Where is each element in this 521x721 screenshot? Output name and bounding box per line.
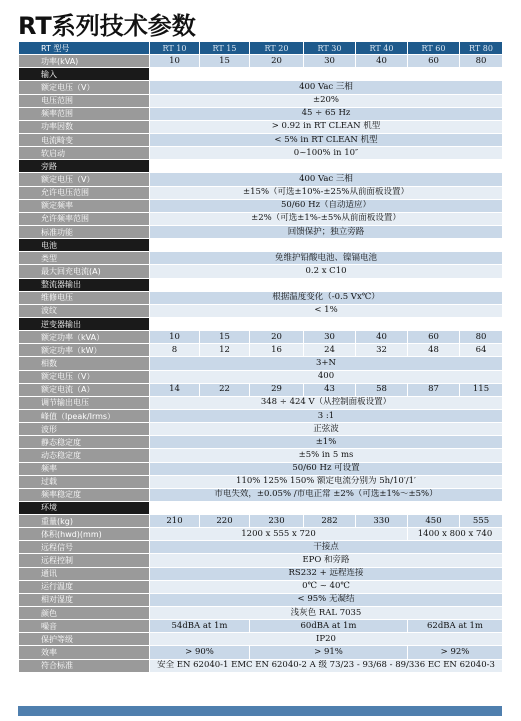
cell-value: IP20 — [150, 633, 503, 646]
cell-value: 87 — [408, 383, 460, 396]
table-row — [19, 199, 503, 212]
row-label: 软启动 — [19, 147, 150, 160]
table-row — [19, 423, 503, 436]
table-row — [19, 541, 503, 554]
row-label: 最大回充电流(A) — [19, 265, 150, 278]
cell-value: 48 — [408, 344, 460, 357]
cell-value: 50/60 Hz（自动适应） — [150, 199, 503, 212]
cell-value: 免维护铅酸电池、镍镉电池 — [150, 252, 503, 265]
table-row — [19, 173, 503, 186]
table-row — [19, 55, 503, 68]
table-row — [19, 528, 503, 541]
model-header: RT 10 — [150, 42, 200, 55]
cell-value: 62dBA at 1m — [408, 620, 503, 633]
cell-value: 40 — [356, 55, 408, 68]
cell-value: 54dBA at 1m — [150, 620, 250, 633]
cell-value: 干接点 — [150, 541, 503, 554]
table-row — [19, 383, 503, 396]
table-row — [19, 567, 503, 580]
cell-value: 348 ÷ 424 V（从控制面板设置） — [150, 396, 503, 409]
cell-value: 1400 x 800 x 740 — [408, 528, 503, 541]
row-label: 频率 — [19, 462, 150, 475]
table-row — [19, 133, 503, 146]
table-row — [19, 225, 503, 238]
cell-value: 330 — [356, 515, 408, 528]
cell-value: 3+N — [150, 357, 503, 370]
row-label: 重量(kg) — [19, 515, 150, 528]
cell-value: 20 — [250, 55, 304, 68]
section-title: 旁路 — [19, 160, 150, 173]
cell-value: 64 — [460, 344, 503, 357]
table-row — [19, 515, 503, 528]
cell-value: 0℃ ~ 40℃ — [150, 580, 503, 593]
cell-value: RS232 + 远程连接 — [150, 567, 503, 580]
cell-value: 浅灰色 RAL 7035 — [150, 607, 503, 620]
section-title: 环境 — [19, 501, 150, 514]
row-label: 额定功率（kVA） — [19, 331, 150, 344]
row-label: 保护等级 — [19, 633, 150, 646]
cell-value: 80 — [460, 331, 503, 344]
row-label: 类型 — [19, 252, 150, 265]
section-title: 整流器输出 — [19, 278, 150, 291]
table-row — [19, 554, 503, 567]
section-fill — [150, 317, 503, 330]
section-fill — [150, 278, 503, 291]
table-row — [19, 147, 503, 160]
cell-value: > 90% — [150, 646, 250, 659]
cell-value: 20 — [250, 331, 304, 344]
section-row-input — [19, 68, 503, 81]
section-row-environment — [19, 501, 503, 514]
row-label: 标准功能 — [19, 225, 150, 238]
cell-value: ±2%（可选±1%-±5%从前面板设置） — [150, 212, 503, 225]
table-row — [19, 633, 503, 646]
table-header-row — [19, 42, 503, 55]
row-label: 波形 — [19, 423, 150, 436]
cell-value: 16 — [250, 344, 304, 357]
cell-value: 450 — [408, 515, 460, 528]
table-row — [19, 265, 503, 278]
section-fill — [150, 501, 503, 514]
cell-value: 回馈保护；独立旁路 — [150, 225, 503, 238]
row-label: 额定电流（A） — [19, 383, 150, 396]
table-row — [19, 620, 503, 633]
table-row — [19, 94, 503, 107]
row-label: 符合标准 — [19, 659, 150, 672]
cell-value: < 1% — [150, 304, 503, 317]
cell-value: 400 — [150, 370, 503, 383]
table-row — [19, 212, 503, 225]
table-row — [19, 81, 503, 94]
footer-bar — [18, 706, 502, 716]
cell-value: ±5% in 5 ms — [150, 449, 503, 462]
cell-value: 230 — [250, 515, 304, 528]
row-label: 相对湿度 — [19, 593, 150, 606]
row-label: 功率因数 — [19, 120, 150, 133]
table-row — [19, 331, 503, 344]
row-label: 过载 — [19, 475, 150, 488]
cell-value: 45 ÷ 65 Hz — [150, 107, 503, 120]
section-row-bypass — [19, 160, 503, 173]
row-label: 允许电压范围 — [19, 186, 150, 199]
cell-value: 50/60 Hz 可设置 — [150, 462, 503, 475]
section-row-battery — [19, 239, 503, 252]
cell-value: 32 — [356, 344, 408, 357]
cell-value: 58 — [356, 383, 408, 396]
row-label: 远程控制 — [19, 554, 150, 567]
row-label: 噪音 — [19, 620, 150, 633]
row-label: 额定电压（V） — [19, 173, 150, 186]
table-row — [19, 291, 503, 304]
cell-value: ±1% — [150, 436, 503, 449]
cell-value: 12 — [200, 344, 250, 357]
table-row — [19, 304, 503, 317]
model-header: RT 80 — [460, 42, 503, 55]
cell-value: 110% 125% 150% 额定电流分别为 5h/10′/1′ — [150, 475, 503, 488]
cell-value: 555 — [460, 515, 503, 528]
model-header: RT 30 — [304, 42, 356, 55]
table-row — [19, 659, 503, 672]
cell-value: 正弦波 — [150, 423, 503, 436]
cell-value: 210 — [150, 515, 200, 528]
cell-value: 0~100% in 10″ — [150, 147, 503, 160]
cell-value: 市电失效，±0.05% /市电正常 ±2%（可选±1%～±5%） — [150, 488, 503, 501]
cell-value: 30 — [304, 331, 356, 344]
row-label: 频率稳定度 — [19, 488, 150, 501]
section-title: 电池 — [19, 239, 150, 252]
cell-value: 22 — [200, 383, 250, 396]
cell-value: 1200 x 555 x 720 — [150, 528, 408, 541]
row-label: 电流畸变 — [19, 133, 150, 146]
row-label: 额定电压（V） — [19, 370, 150, 383]
table-row — [19, 593, 503, 606]
cell-value: EPO 和旁路 — [150, 554, 503, 567]
model-header: RT 40 — [356, 42, 408, 55]
cell-value: > 0.92 in RT CLEAN 机型 — [150, 120, 503, 133]
page-title: RT系列技术参数 — [18, 12, 196, 40]
cell-value: 0.2 x C10 — [150, 265, 503, 278]
cell-value: 10 — [150, 55, 200, 68]
cell-value: 60 — [408, 331, 460, 344]
row-label: 远程信号 — [19, 541, 150, 554]
header-label: RT 型号 — [19, 42, 150, 55]
section-row-rectifier — [19, 278, 503, 291]
model-header: RT 60 — [408, 42, 460, 55]
row-label: 功率(kVA) — [19, 55, 150, 68]
row-label: 效率 — [19, 646, 150, 659]
cell-value: > 92% — [408, 646, 503, 659]
table-row — [19, 107, 503, 120]
row-label: 动态稳定度 — [19, 449, 150, 462]
section-title: 输入 — [19, 68, 150, 81]
cell-value: 115 — [460, 383, 503, 396]
cell-value: 安全 EN 62040-1 EMC EN 62040-2 A 级 73/23 - 93/68 - 89/336 EC EN 62040-3 — [150, 659, 503, 672]
cell-value: 80 — [460, 55, 503, 68]
row-label: 运行温度 — [19, 580, 150, 593]
cell-value: 40 — [356, 331, 408, 344]
row-label: 额定频率 — [19, 199, 150, 212]
cell-value: 29 — [250, 383, 304, 396]
row-label: 相数 — [19, 357, 150, 370]
row-label: 电压范围 — [19, 94, 150, 107]
table-row — [19, 462, 503, 475]
section-fill — [150, 68, 503, 81]
cell-value: 15 — [200, 55, 250, 68]
cell-value: 14 — [150, 383, 200, 396]
row-label: 允许频率范围 — [19, 212, 150, 225]
cell-value: > 91% — [250, 646, 408, 659]
table-row — [19, 580, 503, 593]
row-label: 通讯 — [19, 567, 150, 580]
table-row — [19, 120, 503, 133]
row-label: 峰值（Ipeak/Irms） — [19, 409, 150, 422]
cell-value: 24 — [304, 344, 356, 357]
section-fill — [150, 160, 503, 173]
cell-value: 10 — [150, 331, 200, 344]
cell-value: < 95% 无凝结 — [150, 593, 503, 606]
table-row — [19, 252, 503, 265]
section-row-inverter — [19, 317, 503, 330]
row-label: 颜色 — [19, 607, 150, 620]
table-row — [19, 646, 503, 659]
cell-value: 3 :1 — [150, 409, 503, 422]
cell-value: 15 — [200, 331, 250, 344]
model-header: RT 15 — [200, 42, 250, 55]
cell-value: ±15%（可选±10%-±25%从前面板设置） — [150, 186, 503, 199]
row-label: 调节输出电压 — [19, 396, 150, 409]
spec-table — [18, 41, 503, 673]
row-label: 维修电压 — [19, 291, 150, 304]
table-row — [19, 370, 503, 383]
table-row — [19, 488, 503, 501]
cell-value: 8 — [150, 344, 200, 357]
cell-value: 根据温度变化（-0.5 Vx℃） — [150, 291, 503, 304]
cell-value: 282 — [304, 515, 356, 528]
table-row — [19, 436, 503, 449]
cell-value: 43 — [304, 383, 356, 396]
row-label: 频率范围 — [19, 107, 150, 120]
section-fill — [150, 239, 503, 252]
section-title: 逆变器输出 — [19, 317, 150, 330]
table-row — [19, 475, 503, 488]
cell-value: 60 — [408, 55, 460, 68]
row-label: 额定功率（kW） — [19, 344, 150, 357]
row-label: 额定电压（V） — [19, 81, 150, 94]
cell-value: 400 Vac 三相 — [150, 173, 503, 186]
table-row — [19, 186, 503, 199]
table-row — [19, 344, 503, 357]
cell-value: 400 Vac 三相 — [150, 81, 503, 94]
model-header: RT 20 — [250, 42, 304, 55]
table-row — [19, 357, 503, 370]
table-row — [19, 396, 503, 409]
cell-value: 30 — [304, 55, 356, 68]
table-row — [19, 409, 503, 422]
cell-value: 220 — [200, 515, 250, 528]
row-label: 波纹 — [19, 304, 150, 317]
table-row — [19, 607, 503, 620]
cell-value: 60dBA at 1m — [250, 620, 408, 633]
row-label: 静态稳定度 — [19, 436, 150, 449]
table-row — [19, 449, 503, 462]
cell-value: ±20% — [150, 94, 503, 107]
row-label: 体积(hwd)(mm) — [19, 528, 150, 541]
cell-value: < 5% in RT CLEAN 机型 — [150, 133, 503, 146]
